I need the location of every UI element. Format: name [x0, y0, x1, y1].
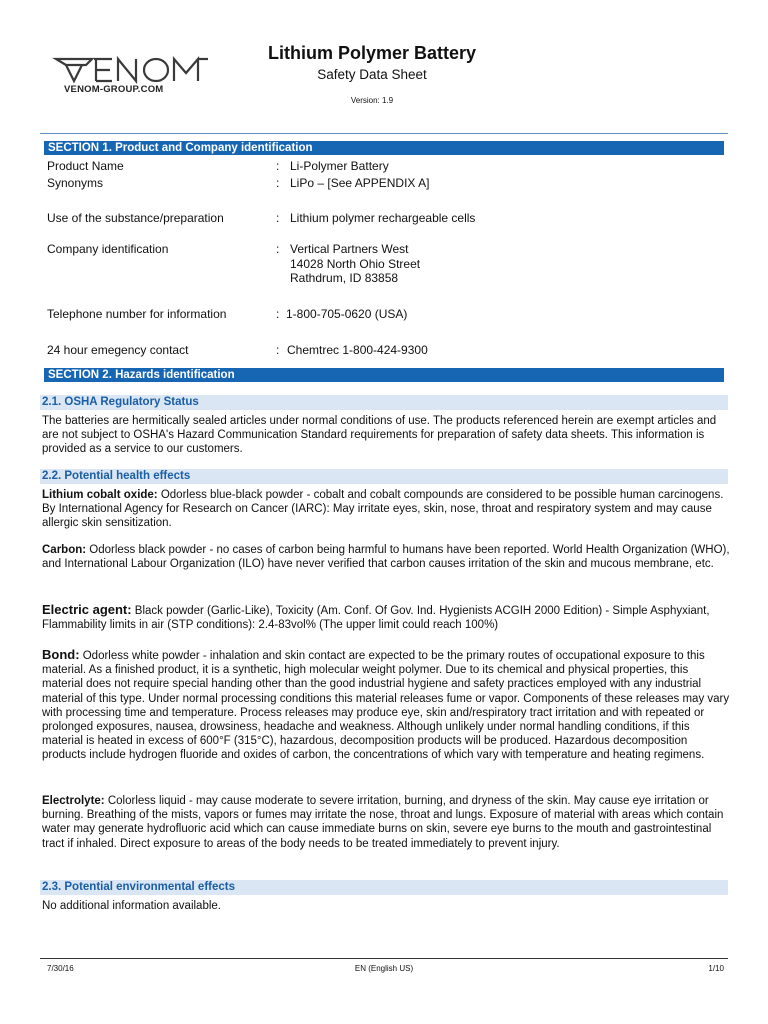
bond-paragraph: [42, 648, 732, 763]
carbon-paragraph: [42, 543, 732, 571]
row-colon: :: [276, 159, 280, 173]
company-label: Company identification: [47, 242, 169, 256]
row-colon: :: [276, 176, 280, 190]
electric-agent-text: Black powder (Garlic-Like), Toxicity (Am. Conf. Of Gov. Ind. Hygienists ACGIH 2000 Edition) - Simple Asphyxiant, Flammability limits in air (STP conditions): 2.4-83vol% (The upper limit could reach 100%): [42, 605, 710, 632]
section-2-header: SECTION 2. Hazards identification: [44, 368, 724, 382]
carbon-text: Odorless black powder - no cases of carbon being harmful to humans have been reported. World Health Organization (WHO), and International Labour Organization (ILO) have never verified that carbon causes irritation of the skin and mucous membrane, etc.: [42, 544, 730, 571]
row-colon: :: [276, 307, 280, 321]
row-colon: :: [276, 343, 280, 357]
company-city: Rathdrum, ID 83858: [290, 271, 399, 285]
telephone-value: 1-800-705-0620 (USA): [286, 307, 408, 321]
section-1-header: SECTION 1. Product and Company identification: [44, 141, 724, 155]
product-name-value: Li-Polymer Battery: [290, 159, 389, 173]
footer-date: 7/30/16: [47, 964, 74, 973]
electrolyte-paragraph: [42, 794, 732, 851]
company-street: 14028 North Ohio Street: [290, 257, 421, 271]
synonyms-value: LiPo – [See APPENDIX A]: [290, 176, 430, 190]
electrolyte-text: Colorless liquid - may cause moderate to severe irritation, burning, and dryness of the skin. May cause eye irritation or burning. Breathing of the mists, vapors or fumes may irritate the nose, throat and lungs. Exposure of material with areas which contain water may generate hydrofluoric acid which can cause immediate burns on skin, severe eye burns to the mouth and gastrointestinal tract if inhaled. Direct exposure to areas of the body needs to be treated immediately to prevent injury.: [42, 795, 724, 850]
row-colon: :: [276, 242, 280, 256]
electric-agent-paragraph: [42, 603, 732, 632]
bond-text: Odorless white powder - inhalation and skin contact are expected to be the primary routes of occupational exposure to this material. As a finished product, it is a synthetic, high molecular weight polymer. Due to its chemical and physical properties, this material does not require special handing other than the good industrial hygiene and safety practices employed with any industrial material of this type. Under normal processing conditions this material releases fume or vapor. Components of these releases may vary with processing time and temperature. Process releases may produce eye, skin and/respiratory tract irritation and with repeated or prolonged exposures, nausea, drowsiness, headache and weakness. Although unlikely under normal handling conditions, if this material is heated in excess of 600°F (315°C), hazardous, decomposition products will be produced. Hazardous decomposition products include hydrogen fluoride and oxides of carbon, the concentrations of which vary with temperature and heating regimens.: [42, 650, 730, 762]
company-name: Vertical Partners West: [290, 242, 409, 256]
bond-label: Bond:: [42, 647, 80, 662]
osha-status-text: The batteries are hermitically sealed articles under normal conditions of use. The products referenced herein are exempt articles and are not subject to OSHA's Hazard Communication Standard requirements for preparation of safety data sheets. This information is provided as a service to our customers.: [42, 415, 717, 456]
electrolyte-label: Electrolyte:: [42, 795, 105, 807]
environmental-effects-header: 2.3. Potential environmental effects: [40, 880, 728, 895]
synonyms-label: Synonyms: [47, 176, 104, 190]
document-subtitle: Safety Data Sheet: [317, 67, 427, 82]
product-name-label: Product Name: [47, 159, 124, 173]
footer-page-number: 1/10: [708, 964, 724, 973]
health-effects-header: 2.2. Potential health effects: [40, 469, 728, 484]
use-value: Lithium polymer rechargeable cells: [290, 211, 476, 225]
footer-rule: [40, 958, 728, 959]
header-rule: [40, 133, 728, 134]
lithium-cobalt-oxide-paragraph: [42, 488, 732, 531]
environmental-effects-text: No additional information available.: [42, 900, 221, 912]
osha-status-header: 2.1. OSHA Regulatory Status: [40, 395, 728, 410]
footer-language: EN (English US): [354, 964, 414, 973]
document-title: Lithium Polymer Battery: [267, 43, 477, 63]
emergency-value: Chemtrec 1-800-424-9300: [287, 343, 428, 357]
carbon-label: Carbon:: [42, 544, 87, 556]
lithium-cobalt-oxide-text: Odorless blue-black powder - cobalt and cobalt compounds are considered to be possible human carcinogens. By International Agency for Research on Cancer (IARC): May irritate eyes, skin, nose, throat and respiratory system and may cause allergic skin sensitization.: [42, 489, 724, 530]
row-colon: :: [276, 211, 280, 225]
document-version: Version: 1.9: [350, 96, 394, 105]
lithium-cobalt-oxide-label: Lithium cobalt oxide:: [42, 489, 158, 501]
logo-website: VENOM-GROUP.COM: [64, 84, 164, 95]
electric-agent-label: Electric agent:: [42, 602, 132, 617]
telephone-label: Telephone number for information: [47, 307, 227, 321]
use-label: Use of the substance/preparation: [47, 211, 224, 225]
emergency-label: 24 hour emegency contact: [47, 343, 189, 357]
